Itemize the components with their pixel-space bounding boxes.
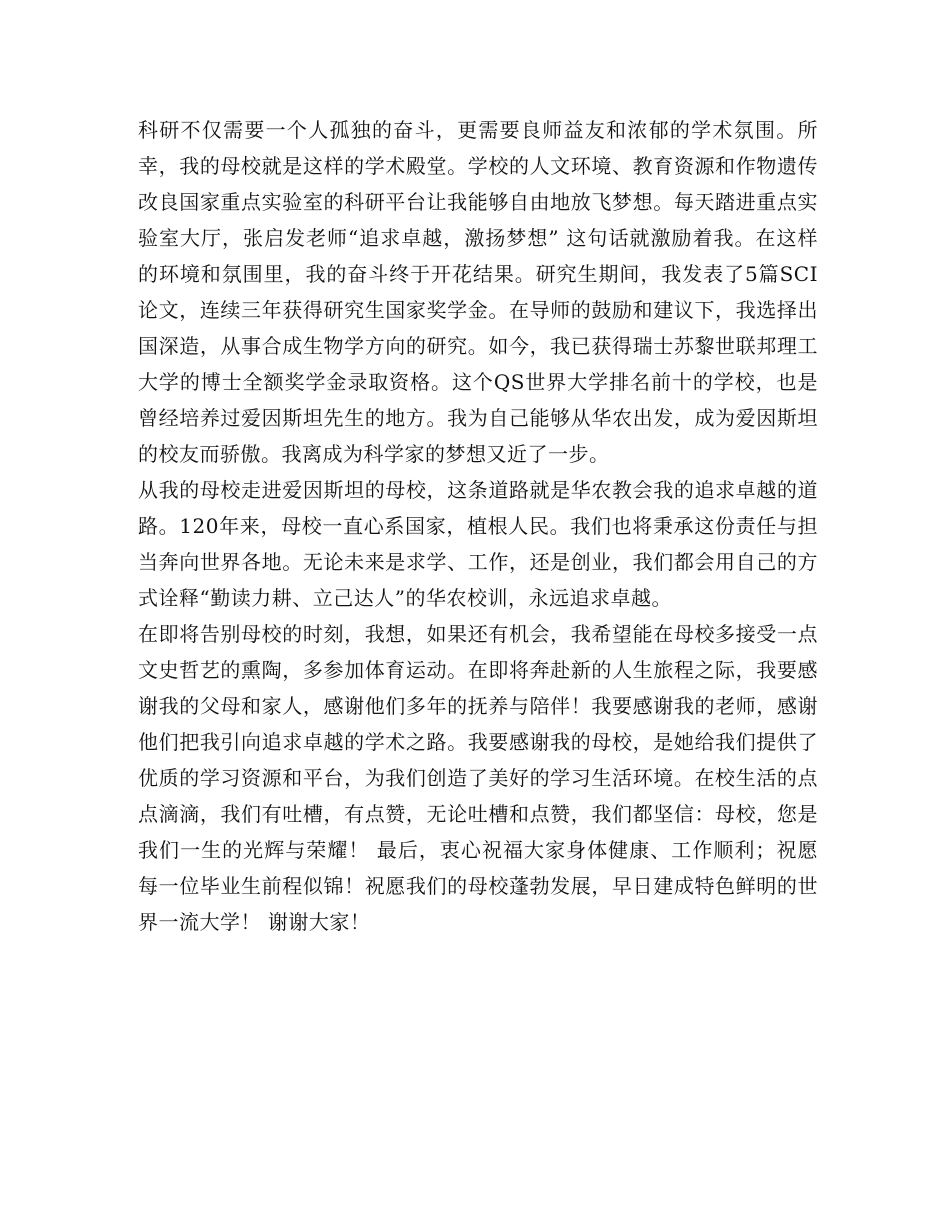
paragraph-pursuit: 从我的母校走进爱因斯坦的母校，这条道路就是华农教会我的追求卓越的道路。120年来，母校一直心系国家，植根人民。我们也将秉承这份责任与担当奔向世界各地。无论未来是求学、工作，还是创业，我们都会用自己的方式诠释“勤读力耕、立己达人”的华农校训，永远追求卓越。 bbox=[138, 478, 818, 610]
paragraph-farewell: 在即将告别母校的时刻，我想，如果还有机会，我希望能在母校多接受一点文史哲艺的熏陶，多参加体育运动。在即将奔赴新的人生旅程之际，我要感谢我的父母和家人，感谢他们多年的抚养与陪伴！我要感谢我的老师，感谢他们把我引向追求卓越的学术之路。我要感谢我的母校，是她给我们提供了优质的学习资源和平台，为我们创造了美好的学习生活环境。在校生活的点点滴滴，我们有吐槽，有点赞，无论吐槽和点赞，我们都坚信：母校，您是我们一生的光辉与荣耀！ 最后，衷心祝福大家身体健康、工作顺利；祝愿每一位毕业生前程似锦！祝愿我们的母校蓬勃发展，早日建成特色鲜明的世界一流大学！ 谢谢大家！ bbox=[138, 622, 818, 934]
document-body bbox=[138, 112, 818, 940]
paragraph-research: 科研不仅需要一个人孤独的奋斗，更需要良师益友和浓郁的学术氛围。所幸，我的母校就是这样的学术殿堂。学校的人文环境、教育资源和作物遗传改良国家重点实验室的科研平台让我能够自由地放飞梦想。每天踏进重点实验室大厅，张启发老师“追求卓越，激扬梦想” 这句话就激励着我。在这样的环境和氛围里，我的奋斗终于开花结果。研究生期间，我发表了5篇SCI论文，连续三年获得研究生国家奖学金。在导师的鼓励和建议下，我选择出国深造，从事合成生物学方向的研究。如今，我已获得瑞士苏黎世联邦理工大学的博士全额奖学金录取资格。这个QS世界大学排名前十的学校，也是曾经培养过爱因斯坦先生的地方。我为自己能够从华农出发，成为爱因斯坦的校友而骄傲。我离成为科学家的梦想又近了一步。 bbox=[138, 118, 818, 466]
